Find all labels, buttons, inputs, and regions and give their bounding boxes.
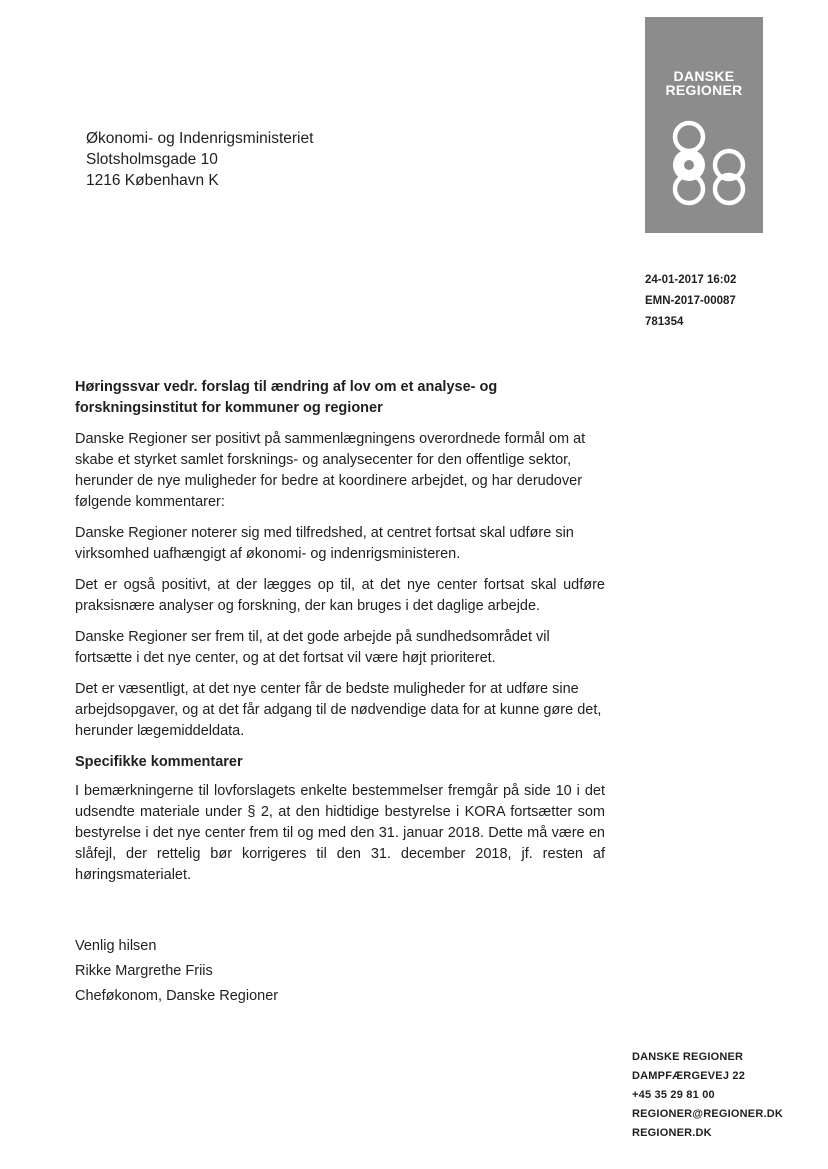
footer-contact xyxy=(632,1048,783,1143)
meta-timestamp: 24-01-2017 16:02 xyxy=(645,274,737,286)
danske-regioner-logo xyxy=(645,17,763,233)
paragraph-3: Det er også positivt, at der lægges op til, at det nye center fortsat skal udføre praksisnære analyser og forskning, der kan bruges i det daglige arbejde. xyxy=(75,577,605,614)
footer-email: REGIONER@REGIONER.DK xyxy=(632,1108,784,1120)
paragraph-4: Danske Regioner ser frem til, at det gode arbejde på sundhedsområdet vil fortsætte i det nye center, og at det fortsat vil være højt prioriteret. xyxy=(75,629,550,666)
signature-block xyxy=(75,934,278,1009)
logo-circles-icon xyxy=(645,17,763,233)
meta-document-number: 781354 xyxy=(645,316,684,328)
signature-name: Rikke Margrethe Friis xyxy=(75,963,213,979)
meta-case-number: EMN-2017-00087 xyxy=(645,295,736,307)
recipient-name: Økonomi- og Indenrigsministeriet xyxy=(86,130,314,147)
letter-title: Høringssvar vedr. forslag til ændring af lov om et analyse- og forskningsinstitut for kommuner og regioner xyxy=(75,379,498,416)
letter-body xyxy=(75,377,605,896)
document-metadata xyxy=(645,270,736,333)
footer-address: DAMPFÆRGEVEJ 22 xyxy=(632,1070,746,1082)
recipient-street: Slotsholmsgade 10 xyxy=(86,151,218,168)
section-heading: Specifikke kommentarer xyxy=(75,754,243,770)
signature-greeting: Venlig hilsen xyxy=(75,938,157,954)
specific-paragraph: I bemærkningerne til lovforslagets enkelte bestemmelser fremgår på side 10 i det udsendte materiale under § 2, at den hidtidige bestyrelse i KORA fortsætter som bestyrelse i det nye center frem til og med den 31. januar 2018. Dette må være en slåfejl, der rettelig bør korrigeres til den 31. december 2018, jf. resten af høringsmaterialet. xyxy=(75,783,605,883)
signature-title: Cheføkonom, Danske Regioner xyxy=(75,988,279,1004)
footer-website: REGIONER.DK xyxy=(632,1127,712,1139)
recipient-city: 1216 København K xyxy=(86,172,219,189)
recipient-address xyxy=(86,128,313,191)
logo-line-1: DANSKE xyxy=(673,68,735,84)
logo-line-2: REGIONER xyxy=(665,82,743,98)
paragraph-5: Det er væsentligt, at det nye center får de bedste muligheder for at udføre sine arbejdsopgaver, og at det får adgang til de nødvendige data for at kunne gøre det, herunder lægemiddeldata. xyxy=(75,681,602,739)
footer-org: DANSKE REGIONER xyxy=(632,1051,744,1063)
footer-phone: +45 35 29 81 00 xyxy=(632,1089,715,1101)
paragraph-2: Danske Regioner noterer sig med tilfredshed, at centret fortsat skal udføre sin virksomhed uafhængigt af økonomi- og indenrigsministeren. xyxy=(75,525,574,562)
paragraph-1: Danske Regioner ser positivt på sammenlægningens overordnede formål om at skabe et styrket samlet forsknings- og analysecenter for den offentlige sektor, herunder de nye muligheder for bedre at koordinere arbejdet, og har derudover følgende kommentarer: xyxy=(75,431,586,510)
